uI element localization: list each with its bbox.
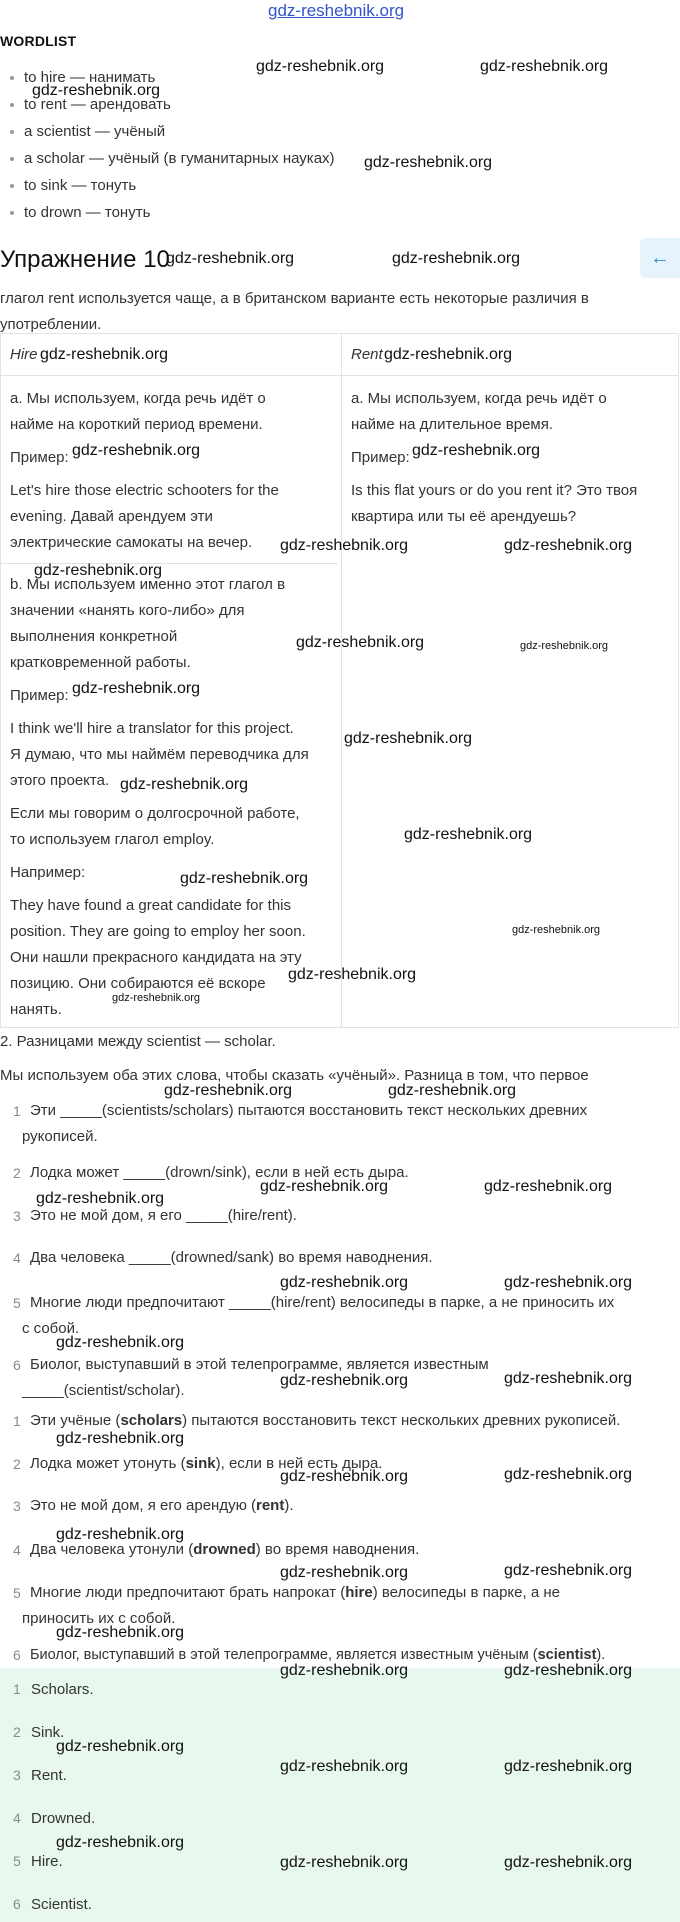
section-text: Мы используем оба этих слова, чтобы сказать «учёный». Разница в том, что первое: [0, 1067, 589, 1084]
item-number: 2: [13, 1724, 21, 1740]
watermark: gdz-reshebnik.org: [280, 537, 409, 554]
watermark: gdz-reshebnik.org: [504, 1758, 633, 1775]
question-text: Лодка может _____(drown/sink), если в ней есть дыра.: [30, 1164, 409, 1181]
watermark: gdz-reshebnik.org: [280, 1372, 409, 1389]
text-part: Биолог, выступавший в этой телепрограмме, является известным учёным (: [30, 1647, 538, 1663]
example-label: Пример:: [10, 687, 69, 704]
text-line: b. Мы используем именно этот глагол в: [10, 576, 286, 593]
watermark: gdz-reshebnik.org: [34, 562, 163, 579]
text-part: ).: [596, 1647, 606, 1663]
text-line: найме на короткий период времени.: [10, 416, 263, 433]
watermark: gdz-reshebnik.org: [280, 1274, 409, 1291]
text-line: с собой.: [22, 1320, 80, 1337]
text-line: кратковременной работы.: [10, 654, 191, 671]
item-number: 3: [13, 1208, 21, 1224]
wordlist-item: [10, 123, 165, 140]
watermark: gdz-reshebnik.org: [180, 870, 309, 887]
question-text: Это не мой дом, я его _____(hire/rent).: [30, 1207, 297, 1224]
wordlist-item: [10, 204, 150, 221]
watermark: gdz-reshebnik.org: [388, 1082, 517, 1099]
wordlist-item-text: to hire — нанимать: [24, 69, 156, 86]
filled-text: [30, 1493, 675, 1519]
text-line: Эти _____(scientists/scholars) пытаются восстановить текст нескольких древних: [30, 1102, 588, 1119]
watermark: gdz-reshebnik.org: [256, 58, 385, 75]
example-label: Пример:: [351, 449, 410, 466]
wordlist-title: WORDLIST: [0, 33, 77, 49]
item-number: 1: [13, 1103, 21, 1119]
watermark: gdz-reshebnik.org: [504, 537, 633, 554]
answer-text: Sink.: [31, 1724, 65, 1741]
watermark: gdz-reshebnik.org: [504, 1562, 633, 1579]
text-line: evening. Давай арендуем эти: [10, 508, 213, 525]
site-link[interactable]: gdz-reshebnik.org: [268, 1, 405, 20]
text-line: приносить их с собой.: [22, 1610, 176, 1627]
bullet-icon: [10, 184, 14, 188]
text-line: position. They are going to employ her soon.: [10, 923, 306, 940]
watermark: gdz-reshebnik.org: [364, 154, 493, 171]
watermark: gdz-reshebnik.org: [32, 82, 161, 99]
answer-word: drowned: [193, 1541, 256, 1558]
watermark: gdz-reshebnik.org: [344, 730, 473, 747]
arrow-left-icon: ←: [650, 247, 670, 269]
hire-b-cell: [10, 572, 335, 1023]
text-line: I think we'll hire a translator for this project.: [10, 720, 294, 737]
item-number: 2: [13, 1456, 21, 1472]
watermark: gdz-reshebnik.org: [56, 1738, 185, 1755]
watermark: gdz-reshebnik.org: [412, 442, 541, 459]
wordlist-item: [10, 177, 136, 194]
watermark: gdz-reshebnik.org: [166, 250, 295, 267]
item-number: 4: [13, 1810, 21, 1826]
section-heading: 2. Разницами между scientist — scholar.: [0, 1033, 276, 1050]
watermark: gdz-reshebnik.org: [56, 1430, 185, 1447]
answers-block: [0, 1668, 680, 1922]
table-divider: [1, 375, 678, 376]
example-label: Например:: [10, 864, 86, 881]
intro-line: глагол rent используется чаще, а в британском варианте есть некоторые различия в: [0, 290, 589, 307]
example-label: Пример:: [10, 449, 69, 466]
item-number: 4: [13, 1542, 21, 1558]
watermark: gdz-reshebnik.org: [296, 634, 425, 651]
hire-a-cell: [10, 386, 335, 556]
hire-header: Hire: [10, 346, 38, 363]
answer-word: scientist: [537, 1647, 597, 1663]
watermark: gdz-reshebnik.org: [280, 1564, 409, 1581]
text-line: значении «нанять кого-либо» для: [10, 602, 245, 619]
table-divider: [341, 334, 342, 1027]
bullet-icon: [10, 103, 14, 107]
text-line: нанять.: [10, 1001, 62, 1018]
item-number: 1: [13, 1681, 21, 1697]
answer-text: Scholars.: [31, 1681, 94, 1698]
watermark: gdz-reshebnik.org: [504, 1274, 633, 1291]
answer-text: Rent.: [31, 1767, 67, 1784]
answer-text: Drowned.: [31, 1810, 96, 1827]
watermark: gdz-reshebnik.org: [36, 1190, 165, 1207]
text-line: Они нашли прекрасного кандидата на эту: [10, 949, 302, 966]
watermark: gdz-reshebnik.org: [288, 966, 417, 983]
bullet-icon: [10, 157, 14, 161]
text-line: Если мы говорим о долгосрочной работе,: [10, 805, 300, 822]
question-text: [30, 1098, 675, 1124]
text-line: квартира или ты её арендуешь?: [351, 508, 577, 525]
text-line: Is this flat yours or do you rent it? Это твоя: [351, 482, 638, 499]
question-text: Два человека _____(drowned/sank) во время наводнения.: [30, 1249, 433, 1266]
text-line: Let's hire those electric schooters for the: [10, 482, 279, 499]
watermark: gdz-reshebnik.org: [280, 1662, 409, 1679]
answer-text: Scientist.: [31, 1896, 92, 1913]
watermark: gdz-reshebnik.org: [40, 346, 169, 363]
wordlist-item-text: a scientist — учёный: [24, 123, 166, 140]
watermark: gdz-reshebnik.org: [56, 1834, 185, 1851]
text-part: Эти учёные (: [30, 1412, 121, 1429]
watermark: gdz-reshebnik.org: [164, 1082, 293, 1099]
text-part: Это не мой дом, я его арендую (: [30, 1497, 256, 1514]
text-line: Я думаю, что мы наймём переводчика для: [10, 746, 309, 763]
wordlist-item-text: to sink — тонуть: [24, 177, 137, 194]
item-number: 2: [13, 1165, 21, 1181]
watermark: gdz-reshebnik.org: [504, 1466, 633, 1483]
item-number: 5: [13, 1295, 21, 1311]
watermark: gdz-reshebnik.org: [280, 1758, 409, 1775]
item-number: 6: [13, 1357, 21, 1373]
watermark: gdz-reshebnik.org: [404, 826, 533, 843]
bullet-icon: [10, 76, 14, 80]
watermark: gdz-reshebnik.org: [56, 1526, 185, 1543]
text-part: ) велосипеды в парке, а не: [372, 1584, 560, 1601]
watermark: gdz-reshebnik.org: [504, 1370, 633, 1387]
item-number: 3: [13, 1767, 21, 1783]
item-number: 4: [13, 1250, 21, 1266]
bullet-icon: [10, 130, 14, 134]
text-part: ), если в ней есть дыра.: [215, 1455, 383, 1472]
bullet-icon: [10, 211, 14, 215]
watermark: gdz-reshebnik.org: [72, 442, 201, 459]
watermark: gdz-reshebnik.org: [512, 924, 601, 936]
wordlist-item-text: a scholar — учёный (в гуманитарных науках): [24, 150, 335, 167]
back-button[interactable]: [640, 238, 680, 278]
exercise-title: Упражнение 10: [0, 246, 170, 273]
text-part: Два человека утонули (: [30, 1541, 194, 1558]
text-line: то используем глагол employ.: [10, 831, 215, 848]
text-part: ).: [284, 1497, 294, 1514]
text-line: выполнения конкретной: [10, 628, 178, 645]
exercise-intro: [0, 286, 672, 338]
item-number: 6: [13, 1896, 21, 1912]
watermark: gdz-reshebnik.org: [384, 346, 513, 363]
intro-line: употреблении.: [0, 316, 102, 333]
text-part: Лодка может утонуть (: [30, 1455, 186, 1472]
item-number: 6: [13, 1647, 21, 1663]
watermark: gdz-reshebnik.org: [56, 1624, 185, 1641]
answer-text: Hire.: [31, 1853, 63, 1870]
watermark: gdz-reshebnik.org: [280, 1468, 409, 1485]
text-line: электрические самокаты на вечер.: [10, 534, 253, 551]
watermark: gdz-reshebnik.org: [72, 680, 201, 697]
watermark: gdz-reshebnik.org: [484, 1178, 613, 1195]
item-number: 5: [13, 1585, 21, 1601]
question-text: Многие люди предпочитают _____(hire/rent) велосипеды в парке, а не приносить их: [30, 1294, 615, 1311]
filled-text: [30, 1580, 675, 1606]
answer-word: sink: [185, 1455, 216, 1472]
wordlist-item: [10, 150, 335, 167]
item-number: 3: [13, 1498, 21, 1514]
watermark: gdz-reshebnik.org: [520, 640, 609, 652]
text-line: a. Мы используем, когда речь идёт о: [351, 390, 607, 407]
text-part: Многие люди предпочитают брать напрокат (: [30, 1584, 346, 1601]
wordlist-item-text: to rent — арендовать: [24, 96, 171, 113]
answer-word: scholars: [120, 1412, 183, 1429]
text-line: a. Мы используем, когда речь идёт о: [10, 390, 266, 407]
item-number: 5: [13, 1853, 21, 1869]
text-line: They have found a great candidate for this: [10, 897, 292, 914]
text-part: ) пытаются восстановить текст нескольких древних рукописей.: [182, 1412, 621, 1429]
rent-header: Rent: [351, 346, 383, 363]
item-number: 1: [13, 1413, 21, 1429]
text-line: _____(scientist/scholar).: [22, 1382, 185, 1399]
watermark: gdz-reshebnik.org: [504, 1854, 633, 1871]
text-line: найме на длительное время.: [351, 416, 554, 433]
watermark: gdz-reshebnik.org: [392, 250, 521, 267]
text-line: рукописей.: [22, 1128, 98, 1145]
watermark: gdz-reshebnik.org: [504, 1662, 633, 1679]
watermark: gdz-reshebnik.org: [280, 1854, 409, 1871]
watermark: gdz-reshebnik.org: [260, 1178, 389, 1195]
watermark: gdz-reshebnik.org: [120, 776, 249, 793]
answer-word: hire: [345, 1584, 373, 1601]
question-text: Биолог, выступавший в этой телепрограмме, является известным: [30, 1356, 489, 1373]
text-line: этого проекта.: [10, 772, 110, 789]
answer-word: rent: [256, 1497, 285, 1514]
text-part: ) во время наводнения.: [255, 1541, 420, 1558]
watermark: gdz-reshebnik.org: [56, 1334, 185, 1351]
watermark: gdz-reshebnik.org: [112, 992, 201, 1004]
wordlist-item-text: to drown — тонуть: [24, 204, 151, 221]
watermark: gdz-reshebnik.org: [480, 58, 609, 75]
text-line: позицию. Они собираются её вскоре: [10, 975, 266, 992]
